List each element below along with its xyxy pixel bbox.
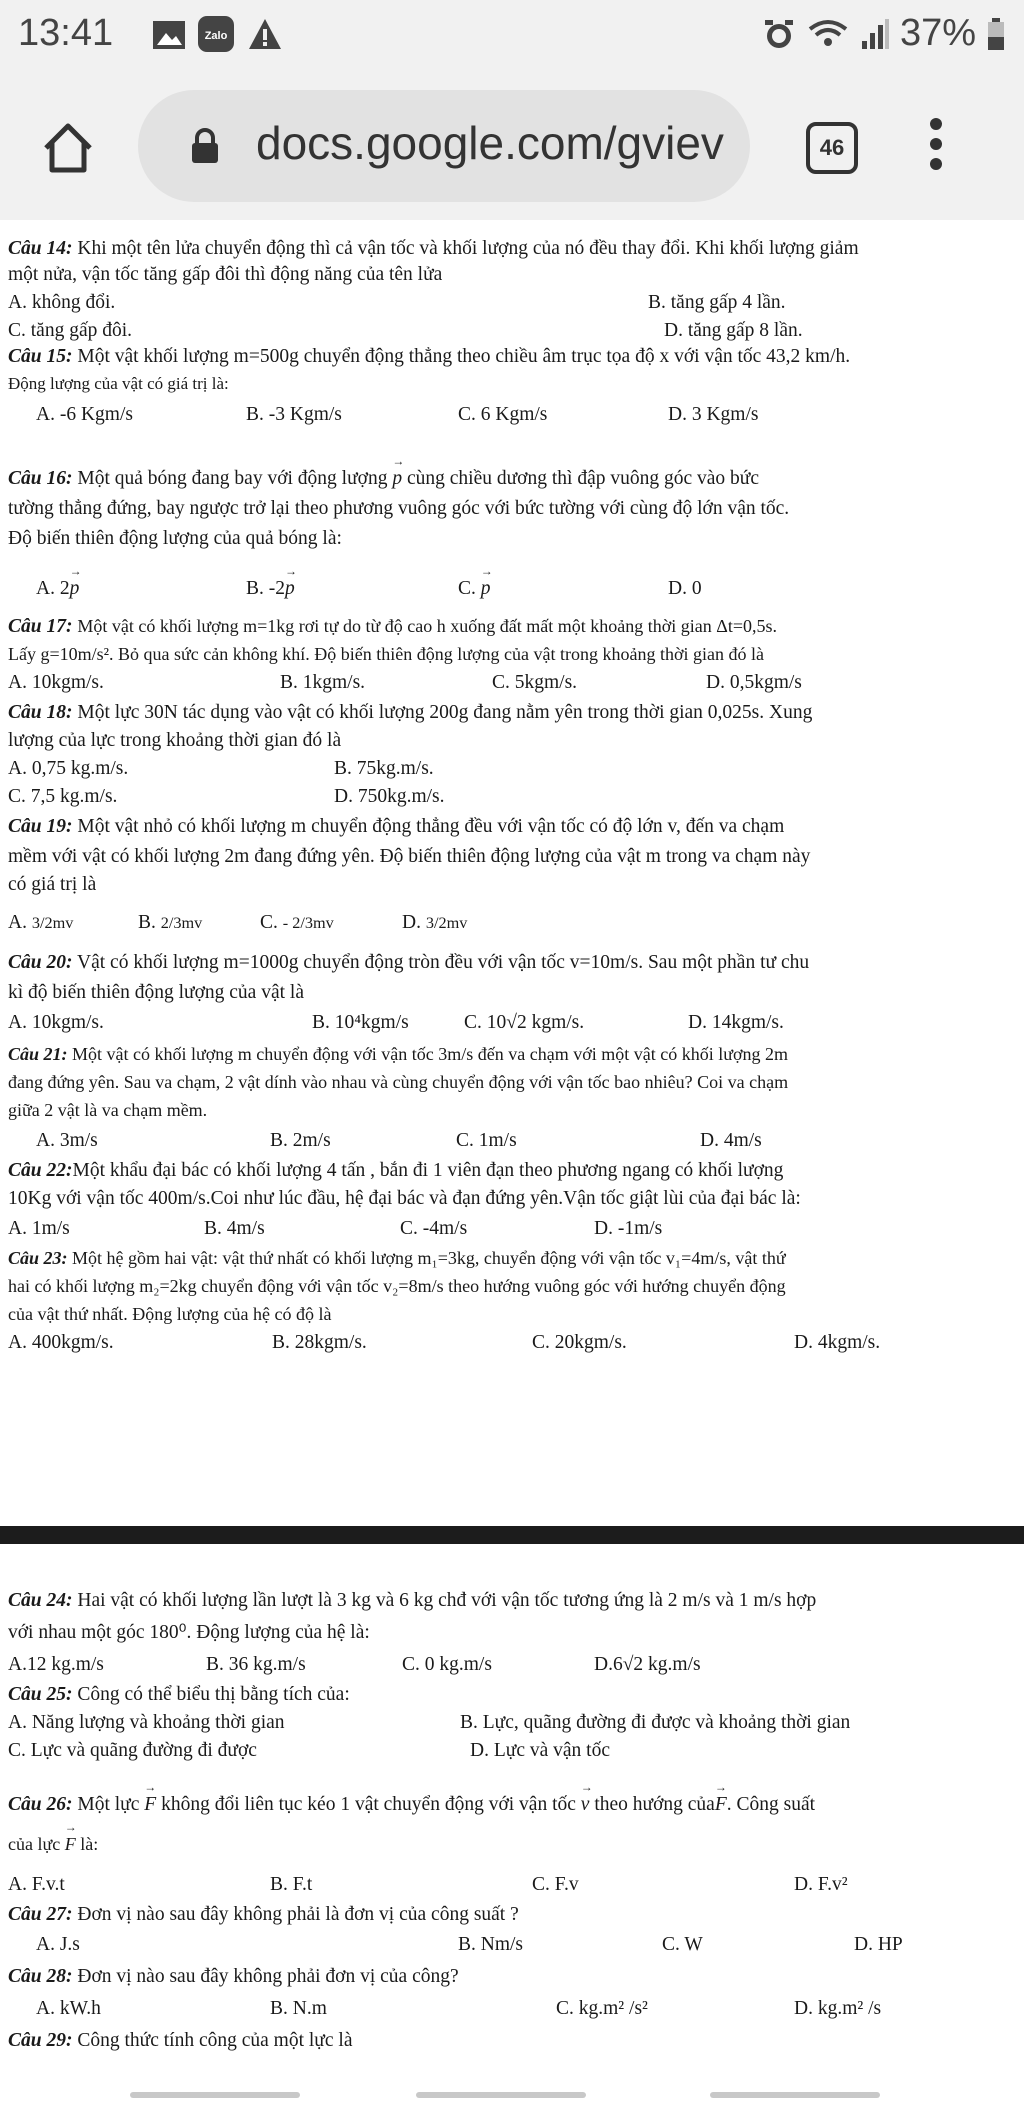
option: C. 7,5 kg.m/s. xyxy=(8,786,118,807)
question-24: Câu 24: Hai vật có khối lượng lần lượt là 3 kg và 6 kg chđ với vận tốc tương ứng là 2 m/s và 1 m/s hợp xyxy=(8,1590,817,1611)
question-16: Câu 16: Một quả bóng đang bay với động lượng → p cùng chiều dương thì đập vuông góc vào bức xyxy=(8,468,759,490)
option: A. F.v.t xyxy=(8,1874,65,1895)
option: B. 75kg.m/s. xyxy=(334,758,434,779)
question-23-line: hai có khối lượng m₂=2kg chuyển động với vận tốc v₂=8m/s theo hướng vuông góc với hướng chuyển động xyxy=(8,1276,786,1296)
option: C. 0 kg.m/s xyxy=(402,1654,492,1675)
question-25: Câu 25: Công có thể biểu thị bằng tích của: xyxy=(8,1684,350,1705)
option: B. tăng gấp 4 lần. xyxy=(648,292,786,313)
option: C. W xyxy=(662,1934,703,1955)
option: A. kW.h xyxy=(36,1998,101,2019)
question-29: Câu 29: Công thức tính công của một lực là xyxy=(8,2030,353,2051)
url-text[interactable]: docs.google.com/gviev xyxy=(256,117,724,169)
option: C. F.v xyxy=(532,1874,579,1895)
option: C. Lực và quãng đường đi được xyxy=(8,1740,257,1761)
question-18-line: lượng của lực trong khoảng thời gian đó là xyxy=(8,730,342,751)
nav-back[interactable] xyxy=(130,2092,300,2098)
option: C. 6 Kgm/s xyxy=(458,404,548,425)
option: A. 3m/s xyxy=(36,1130,98,1151)
question-15: Câu 15: Một vật khối lượng m=500g chuyển động thẳng theo chiều âm trục tọa độ x với vận tốc 43,2 km/h. xyxy=(8,346,851,367)
nav-recents[interactable] xyxy=(710,2092,880,2098)
option: B. 28kgm/s. xyxy=(272,1332,367,1353)
warning-icon xyxy=(248,18,282,50)
question-14: Câu 14: Khi một tên lửa chuyển động thì cả vận tốc và khối lượng của nó đều thay đổi. Khi khối lượng giảm xyxy=(8,238,859,259)
option: D. 0,5kgm/s xyxy=(706,672,802,693)
option: D. 4kgm/s. xyxy=(794,1332,881,1353)
option: B. 36 kg.m/s xyxy=(206,1654,306,1675)
question-21-line: đang đứng yên. Sau va chạm, 2 vật dính vào nhau và cùng chuyển động với vận tốc bao nhiêu? Coi va chạm xyxy=(8,1072,789,1092)
option: B. N.m xyxy=(270,1998,327,2019)
question-17: Câu 17: Một vật có khối lượng m=1kg rơi tự do từ độ cao h xuống đất mất một khoảng thời gian Δt=0,5s. xyxy=(8,616,777,637)
battery-icon xyxy=(986,17,1006,51)
option: A. 3/2mv xyxy=(8,912,74,933)
home-icon[interactable] xyxy=(38,118,98,178)
more-menu-icon[interactable] xyxy=(930,118,944,178)
question-23-line: của vật thứ nhất. Động lượng của hệ có độ là xyxy=(8,1304,332,1324)
question-27: Câu 27: Đơn vị nào sau đây không phải là đơn vị của công suất ? xyxy=(8,1904,519,1925)
page-separator xyxy=(0,1526,1024,1544)
option: C. -4m/s xyxy=(400,1218,468,1239)
option: B. Nm/s xyxy=(458,1934,524,1955)
option: D. 750kg.m/s. xyxy=(334,786,445,807)
option: D. 14kgm/s. xyxy=(688,1012,784,1033)
question-28: Câu 28: Đơn vị nào sau đây không phải đơn vị của công? xyxy=(8,1966,459,1987)
question-16-line: tường thẳng đứng, bay ngược trở lại theo phương vuông góc với bức tường với cùng độ lớn vận tốc. xyxy=(8,498,790,519)
question-21-line: giữa 2 vật là va chạm mềm. xyxy=(8,1100,208,1120)
question-23: Câu 23: Một hệ gồm hai vật: vật thứ nhất có khối lượng m₁=3kg, chuyển động với vận tốc v₁=4m/s, vật thứ xyxy=(8,1248,786,1268)
option: D. 4m/s xyxy=(700,1130,762,1151)
question-19-line: có giá trị là xyxy=(8,874,97,895)
zalo-icon xyxy=(198,16,234,52)
option: C. tăng gấp đôi. xyxy=(8,320,133,341)
option: D. 3 Kgm/s xyxy=(668,404,759,425)
question-17-line: Lấy g=10m/s². Bỏ qua sức cản không khí. Độ biến thiên động lượng của vật trong khoảng thời gian đó là xyxy=(8,644,764,664)
tab-switcher-button[interactable]: 46 xyxy=(806,122,858,174)
option: C. - 2/3mv xyxy=(260,912,334,933)
question-22: Câu 22:Một khẩu đại bác có khối lượng 4 tấn , bắn đi 1 viên đạn theo phương ngang có khối lượng xyxy=(8,1160,784,1181)
option: B. F.t xyxy=(270,1874,313,1895)
question-20: Câu 20: Vật có khối lượng m=1000g chuyển động tròn đều với vận tốc v=10m/s. Sau một phần tư chu xyxy=(8,952,810,973)
alarm-icon xyxy=(762,17,796,51)
option: C. 1m/s xyxy=(456,1130,517,1151)
signal-icon xyxy=(860,17,890,51)
option: D. Lực và vận tốc xyxy=(470,1740,610,1761)
option: D.6√2 kg.m/s xyxy=(594,1654,701,1675)
option: D. 3/2mv xyxy=(402,912,468,933)
option: A. 10kgm/s. xyxy=(8,1012,104,1033)
option: A. 400kgm/s. xyxy=(8,1332,114,1353)
question-19: Câu 19: Một vật nhỏ có khối lượng m chuyển động thẳng đều với vận tốc có độ lớn v, đến va chạm xyxy=(8,816,785,837)
status-right xyxy=(762,12,1006,55)
question-26: Câu 26: Một lực → F không đổi liên tục kéo 1 vật chuyển động với vận tốc → v theo hướng của→ F. Công suất xyxy=(8,1794,815,1816)
option: D. tăng gấp 8 lần. xyxy=(664,320,803,341)
clock: 13:41 xyxy=(18,12,114,54)
lock-icon xyxy=(190,128,220,164)
option: C. kg.m² /s² xyxy=(556,1998,648,2019)
option: B. 2/3mv xyxy=(138,912,203,933)
question-26-line: của lực → F là: xyxy=(8,1834,98,1855)
option: C. → p xyxy=(458,578,491,600)
option: B. 1kgm/s. xyxy=(280,672,366,693)
battery-percent: 37% xyxy=(899,12,976,54)
question-19-line: mềm với vật có khối lượng 2m đang đứng yên. Độ biến thiên động lượng của vật m trong va chạm này xyxy=(8,846,811,867)
address-bar[interactable] xyxy=(138,90,750,202)
nav-home[interactable] xyxy=(416,2092,586,2098)
option: B. 4m/s xyxy=(204,1218,265,1239)
option: D. F.v² xyxy=(794,1874,848,1895)
option: C. 10√2 kgm/s. xyxy=(464,1012,585,1033)
question-16-line: Độ biến thiên động lượng của quả bóng là: xyxy=(8,528,342,549)
question-20-line: kì độ biến thiên động lượng của vật là xyxy=(8,982,304,1003)
image-icon xyxy=(152,20,186,50)
wifi-icon xyxy=(806,17,850,51)
option: A. 2→ p xyxy=(36,578,79,600)
question-22-line: 10Kg với vận tốc 400m/s.Coi như lúc đầu, hệ đại bác và đạn đứng yên.Vận tốc giật lùi của đại bác là: xyxy=(8,1188,801,1209)
option: D. -1m/s xyxy=(594,1218,663,1239)
option: A. -6 Kgm/s xyxy=(36,404,133,425)
question-24-line: với nhau một góc 180⁰. Động lượng của hệ là: xyxy=(8,1622,370,1643)
option: C. 5kgm/s. xyxy=(492,672,578,693)
option: A. J.s xyxy=(36,1934,80,1955)
question-21: Câu 21: Một vật có khối lượng m chuyển động với vận tốc 3m/s đến va chạm với một vật có khối lượng 2m xyxy=(8,1044,788,1064)
question-14-line: một nửa, vận tốc tăng gấp đôi thì động năng của tên lửa xyxy=(8,264,443,285)
option: A. 0,75 kg.m/s. xyxy=(8,758,129,779)
option: D. 0 xyxy=(668,578,702,599)
vector-p: → p xyxy=(392,468,402,489)
question-15-line: Động lượng của vật có giá trị là: xyxy=(8,374,229,393)
option: A.12 kg.m/s xyxy=(8,1654,104,1675)
option: C. 20kgm/s. xyxy=(532,1332,627,1353)
option: D. kg.m² /s xyxy=(794,1998,882,2019)
status-bar xyxy=(0,0,1024,70)
option: B. Lực, quãng đường đi được và khoảng thời gian xyxy=(460,1712,851,1733)
option: B. -2→ p xyxy=(246,578,295,600)
question-18: Câu 18: Một lực 30N tác dụng vào vật có khối lượng 200g đang nằm yên trong thời gian 0,025s. Xung xyxy=(8,702,813,723)
option: A. Năng lượng và khoảng thời gian xyxy=(8,1712,285,1733)
option: A. 10kgm/s. xyxy=(8,672,104,693)
option: A. 1m/s xyxy=(8,1218,70,1239)
option: B. -3 Kgm/s xyxy=(246,404,342,425)
option: A. không đổi. xyxy=(8,292,116,313)
svg-text:Zalo: Zalo xyxy=(204,30,228,42)
option: B. 2m/s xyxy=(270,1130,331,1151)
gesture-navigation-bar xyxy=(0,2086,1024,2106)
option: D. HP xyxy=(854,1934,903,1955)
option: B. 10⁴kgm/s xyxy=(312,1012,409,1033)
browser-toolbar xyxy=(0,70,1024,220)
